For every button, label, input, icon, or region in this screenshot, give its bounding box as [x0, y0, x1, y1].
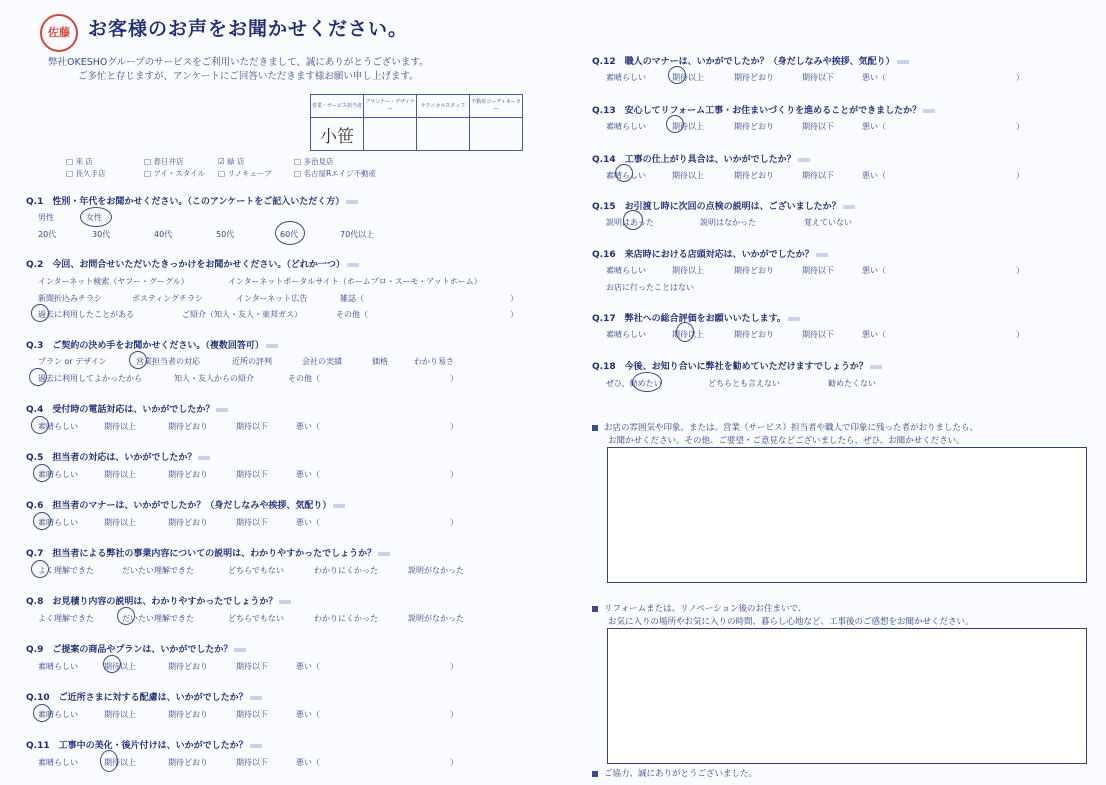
rating-option-above[interactable]: 期待以上 — [104, 422, 136, 431]
q16-heading: Q.16 来店時における店頭対応は、いかがでしたか？ — [592, 247, 828, 260]
q7-heading: Q.7 担当者による弊社の事業内容についての説明は、わかりやすかったでしょうか？ — [26, 546, 390, 559]
q18-option[interactable]: 勧めたくない — [828, 379, 876, 388]
q2-option[interactable]: ご紹介（知人・友人・東邦ガス） — [182, 310, 302, 319]
rating-option-as-expected[interactable]: 期待どおり — [734, 73, 774, 82]
store-checkbox[interactable]: □ 名古屋Rエイジ不動産 — [294, 169, 377, 178]
rating-option-below[interactable]: 期待以下 — [236, 758, 268, 767]
q6-circle-mark — [33, 512, 51, 530]
q2-option[interactable]: インターネット検索（ヤフー・グーグル） — [38, 277, 189, 286]
square-bullet-icon — [592, 771, 598, 777]
q2-option[interactable]: その他（ — [336, 310, 368, 319]
rating-option-excellent[interactable]: 素晴らしい — [38, 758, 78, 767]
rating-option-as-expected[interactable]: 期待どおり — [168, 518, 208, 527]
store-checkbox[interactable]: ☑ 緑 店 — [218, 157, 245, 166]
rating-option-as-expected[interactable]: 期待どおり — [168, 710, 208, 719]
rating-option-bad[interactable]: 悪い（ — [862, 122, 886, 131]
q2-past-use-circle-mark — [31, 304, 49, 322]
q2-option[interactable]: ポスティングチラシ — [132, 294, 204, 303]
q2-option[interactable]: インターネットポータルサイト（ホームプロ・スーモ・アットホーム） — [228, 277, 482, 286]
q8-option[interactable]: どちらでもない — [228, 614, 284, 623]
q3-option[interactable]: 過去に利用してよかったから — [38, 374, 142, 383]
rating-paren-close: ） — [450, 710, 458, 719]
rating-option-above[interactable]: 期待以上 — [104, 518, 136, 527]
rating-option-bad[interactable]: 悪い（ — [296, 518, 320, 527]
q3-option[interactable]: 営業担当者の対応 — [136, 357, 200, 366]
q1-60s-circle-mark — [275, 221, 305, 245]
rating-paren-close: ） — [450, 518, 458, 527]
staff-header-planner: プランナー・デザイナー — [364, 95, 417, 118]
name-seal-stamp: 佐藤 — [40, 14, 78, 52]
rating-option-below[interactable]: 期待以下 — [236, 662, 268, 671]
staff-header-realestate: 不動産コーディネーター — [470, 95, 523, 118]
q8-option[interactable]: 説明がなかった — [408, 614, 464, 623]
q17-circle-mark — [676, 322, 694, 342]
q11-heading: Q.11 工事中の美化・後片付けは、いかがでしたか？ — [26, 738, 262, 751]
q3-option[interactable]: 会社の実績 — [302, 357, 342, 366]
q9-heading: Q.9 ご提案の商品やプランは、いかがでしたか？ — [26, 642, 246, 655]
store-checkbox[interactable]: □ 多治見店 — [294, 157, 334, 166]
page-title: お客様のお声をお聞かせください。 — [88, 18, 409, 40]
rating-option-as-expected[interactable]: 期待どおり — [168, 422, 208, 431]
q2-heading: Q.2 今回、お問合せいただいたきっかけをお聞かせください。（どれか一つ） — [26, 257, 359, 270]
q15-option[interactable]: 説明はあった — [606, 218, 654, 227]
q2-paren-close: ） — [510, 310, 518, 319]
q7-option[interactable]: よく理解できた — [38, 566, 94, 575]
store-checklist — [66, 156, 410, 179]
q3-sales-rep-circle-mark — [129, 351, 147, 369]
q13-circle-mark — [666, 115, 684, 133]
q3-heading: Q.3 ご契約の決め手をお聞かせください。（複数回答可） — [26, 338, 278, 351]
q17-heading: Q.17 弊社への総合評価をお願いいたします。 — [592, 311, 800, 324]
q3-past-use-circle-mark — [29, 368, 47, 386]
q12-heading: Q.12 職人のマナーは、いかがでしたか？（身だしなみや挨拶、気配り） — [592, 54, 909, 67]
q7-option[interactable]: どちらでもない — [228, 566, 284, 575]
rating-option-excellent[interactable]: 素晴らしい — [606, 266, 646, 275]
q8-heading: Q.8 お見積り内容の説明は、わかりやすかったでしょうか？ — [26, 594, 291, 607]
comment1-textarea[interactable] — [607, 447, 1087, 583]
rating-option-below[interactable]: 期待以下 — [802, 330, 834, 339]
q2-option[interactable]: 新聞折込みチラシ — [38, 294, 102, 303]
rating-option-bad[interactable]: 悪い（ — [296, 470, 320, 479]
q1-age-option[interactable]: 20代 — [38, 230, 57, 239]
q4-circle-mark — [31, 416, 49, 434]
q1-heading: Q.1 性別・年代をお聞かせください。（このアンケートをご記入いただく方） — [26, 194, 358, 207]
comment1-prompt: お店の雰囲気や印象。または、営業（サービス）担当者や職人で印象に残った者がおりましたら、 — [592, 421, 978, 433]
q16-never-visited-option[interactable]: お店に行ったことはない — [606, 283, 694, 292]
rating-option-excellent[interactable]: 素晴らしい — [38, 422, 78, 431]
q10-heading: Q.10 ご近所さまに対する配慮は、いかがでしたか？ — [26, 690, 262, 703]
rating-option-as-expected[interactable]: 期待どおり — [734, 330, 774, 339]
q7-option[interactable]: わかりにくかった — [314, 566, 378, 575]
q9-circle-mark — [103, 655, 121, 673]
q1-gender-female[interactable]: 女性 — [86, 213, 102, 222]
q11-circle-mark — [100, 750, 118, 772]
q1-female-circle-mark — [80, 207, 112, 227]
q18-heading: Q.18 今後、お知り合いに弊社を勧めていただけますでしょうか？ — [592, 359, 882, 372]
rating-option-bad[interactable]: 悪い（ — [862, 171, 886, 180]
q3-option[interactable]: 価格 — [372, 357, 388, 366]
q4-heading: Q.4 受付時の電話対応は、いかがでしたか？ — [26, 402, 228, 415]
store-checkbox[interactable]: □ 来 店 — [66, 157, 93, 166]
rating-paren-close: ） — [450, 470, 458, 479]
q5-heading: Q.5 担当者の対応は、いかがでしたか？ — [26, 450, 210, 463]
q14-heading: Q.14 工事の仕上がり具合は、いかがでしたか？ — [592, 152, 810, 165]
comment2-textarea[interactable] — [607, 628, 1087, 764]
q8-circle-mark — [117, 607, 135, 625]
rating-option-as-expected[interactable]: 期待どおり — [168, 758, 208, 767]
staff-sales-name[interactable]: 小笹 — [311, 118, 364, 151]
rating-paren-close: ） — [450, 758, 458, 767]
rating-option-below[interactable]: 期待以下 — [802, 73, 834, 82]
rating-option-bad[interactable]: 悪い（ — [862, 73, 886, 82]
rating-option-excellent[interactable]: 素晴らしい — [606, 330, 646, 339]
q14-circle-mark — [615, 164, 633, 182]
staff-technical-cell[interactable] — [417, 118, 470, 151]
rating-option-above[interactable]: 期待以上 — [104, 710, 136, 719]
q7-circle-mark — [31, 560, 49, 578]
rating-option-as-expected[interactable]: 期待どおり — [168, 470, 208, 479]
q15-option[interactable]: 覚えていない — [804, 218, 852, 227]
q15-circle-mark — [623, 210, 643, 230]
store-checkbox[interactable]: □ 長久手店 — [66, 169, 106, 178]
square-bullet-icon — [592, 606, 598, 612]
q12-circle-mark — [668, 66, 686, 84]
staff-planner-cell[interactable] — [364, 118, 417, 151]
rating-option-excellent[interactable]: 素晴らしい — [38, 710, 78, 719]
q1-age-option[interactable]: 40代 — [154, 230, 173, 239]
rating-paren-close: ） — [1016, 266, 1024, 275]
q5-circle-mark — [33, 464, 51, 482]
store-checkbox[interactable]: □ アイ・スタイル — [144, 169, 206, 178]
q18-option[interactable]: どちらとも言えない — [708, 379, 780, 388]
q3-option[interactable]: プラン or デザイン — [38, 357, 107, 366]
rating-paren-close: ） — [1016, 73, 1024, 82]
q15-option[interactable]: 説明はなかった — [700, 218, 756, 227]
rating-option-bad[interactable]: 悪い（ — [296, 758, 320, 767]
rating-option-above[interactable]: 期待以上 — [672, 171, 704, 180]
staff-realestate-cell[interactable] — [470, 118, 523, 151]
rating-option-excellent[interactable]: 素晴らしい — [38, 470, 78, 479]
q8-option[interactable]: だいたい理解できた — [122, 614, 194, 623]
q18-option[interactable]: ぜひ、勧めたい — [606, 379, 662, 388]
q7-option[interactable]: だいたい理解できた — [122, 566, 194, 575]
rating-option-above[interactable]: 期待以上 — [104, 470, 136, 479]
rating-paren-close: ） — [1016, 122, 1024, 131]
q13-heading: Q.13 安心してリフォーム工事・お住まいづくりを進めることができましたか？ — [592, 103, 935, 116]
rating-option-below[interactable]: 期待以下 — [802, 171, 834, 180]
q3-option[interactable]: 近所の評判 — [232, 357, 272, 366]
q2-paren-close: ） — [510, 294, 518, 303]
comment2-prompt-line2: お気に入りの場所やお気に入りの時間、暮らし心地など、工事後のご感想をお聞かせください。 — [608, 617, 974, 627]
q2-option[interactable]: 過去に利用したことがある — [38, 310, 134, 319]
rating-option-bad[interactable]: 悪い（ — [862, 330, 886, 339]
rating-option-below[interactable]: 期待以下 — [236, 710, 268, 719]
rating-option-below[interactable]: 期待以下 — [802, 122, 834, 131]
rating-paren-close: ） — [1016, 330, 1024, 339]
rating-option-above[interactable]: 期待以上 — [672, 330, 704, 339]
store-checkbox[interactable]: □ 春日井店 — [144, 157, 184, 166]
store-checkbox[interactable]: □ リノキューブ — [218, 169, 272, 178]
comment1-prompt-line2: お聞かせください。その他、ご要望・ご意見などございましたら、ぜひ、お聞かせください。 — [608, 436, 965, 446]
rating-option-as-expected[interactable]: 期待どおり — [734, 171, 774, 180]
rating-option-bad[interactable]: 悪い（ — [862, 266, 886, 275]
q6-heading: Q.6 担当者のマナーは、いかがでしたか？（身だしなみや挨拶、気配り） — [26, 498, 345, 511]
rating-option-as-expected[interactable]: 期待どおり — [734, 122, 774, 131]
square-bullet-icon — [592, 425, 598, 431]
q3-option[interactable]: わかり易さ — [414, 357, 454, 366]
rating-option-above[interactable]: 期待以上 — [672, 266, 704, 275]
q1-age-option[interactable]: 60代 — [280, 230, 299, 239]
q10-circle-mark — [33, 704, 51, 722]
q2-option[interactable]: 雑誌（ — [340, 294, 364, 303]
rating-option-excellent[interactable]: 素晴らしい — [38, 518, 78, 527]
rating-option-excellent[interactable]: 素晴らしい — [606, 171, 646, 180]
q1-age-option[interactable]: 30代 — [92, 230, 111, 239]
rating-option-below[interactable]: 期待以下 — [802, 266, 834, 275]
q7-option[interactable]: 説明がなかった — [408, 566, 464, 575]
q1-age-option[interactable]: 50代 — [216, 230, 235, 239]
q2-option[interactable]: インターネット広告 — [236, 294, 308, 303]
staff-header-technical: テクニカルスタッフ — [417, 95, 470, 118]
intro-text: 弊社OKESHOグループのサービスをご利用いただきまして、誠にありがとうございます。 ご多忙と存じますが、アンケートにご回答いただきます様お願い申し上げます。 — [48, 57, 429, 82]
q3-option[interactable]: その他（ — [288, 374, 320, 383]
rating-paren-close: ） — [450, 422, 458, 431]
q3-option[interactable]: 知人・友人からの紹介 — [174, 374, 254, 383]
q1-age-option[interactable]: 70代以上 — [340, 230, 375, 239]
rating-option-as-expected[interactable]: 期待どおり — [168, 662, 208, 671]
q18-circle-mark — [632, 372, 662, 392]
rating-paren-close: ） — [1016, 171, 1024, 180]
rating-option-above[interactable]: 期待以上 — [104, 758, 136, 767]
rating-option-below[interactable]: 期待以下 — [236, 518, 268, 527]
q1-gender-male[interactable]: 男性 — [38, 213, 54, 222]
rating-option-excellent[interactable]: 素晴らしい — [606, 73, 646, 82]
rating-paren-close: ） — [450, 662, 458, 671]
rating-option-above[interactable]: 期待以上 — [672, 122, 704, 131]
rating-option-below[interactable]: 期待以下 — [236, 470, 268, 479]
rating-option-above[interactable]: 期待以上 — [104, 662, 136, 671]
thanks-text: ご協力、誠にありがとうございました。 — [592, 767, 757, 779]
q8-option[interactable]: わかりにくかった — [314, 614, 378, 623]
q8-option[interactable]: よく理解できた — [38, 614, 94, 623]
rating-option-bad[interactable]: 悪い（ — [296, 662, 320, 671]
q15-heading: Q.15 お引渡し時に次回の点検の説明は、ございましたか？ — [592, 199, 855, 212]
rating-option-excellent[interactable]: 素晴らしい — [38, 662, 78, 671]
q3-paren-close: ） — [450, 374, 458, 383]
rating-option-excellent[interactable]: 素晴らしい — [606, 122, 646, 131]
rating-option-as-expected[interactable]: 期待どおり — [734, 266, 774, 275]
staff-table — [310, 94, 523, 151]
staff-header-sales: 営業・サービス担当者 — [311, 95, 364, 118]
rating-option-bad[interactable]: 悪い（ — [296, 422, 320, 431]
rating-option-below[interactable]: 期待以下 — [236, 422, 268, 431]
rating-option-bad[interactable]: 悪い（ — [296, 710, 320, 719]
comment2-prompt: リフォームまたは、リノベーション後のお住まいで、 — [592, 602, 806, 614]
rating-option-above[interactable]: 期待以上 — [672, 73, 704, 82]
